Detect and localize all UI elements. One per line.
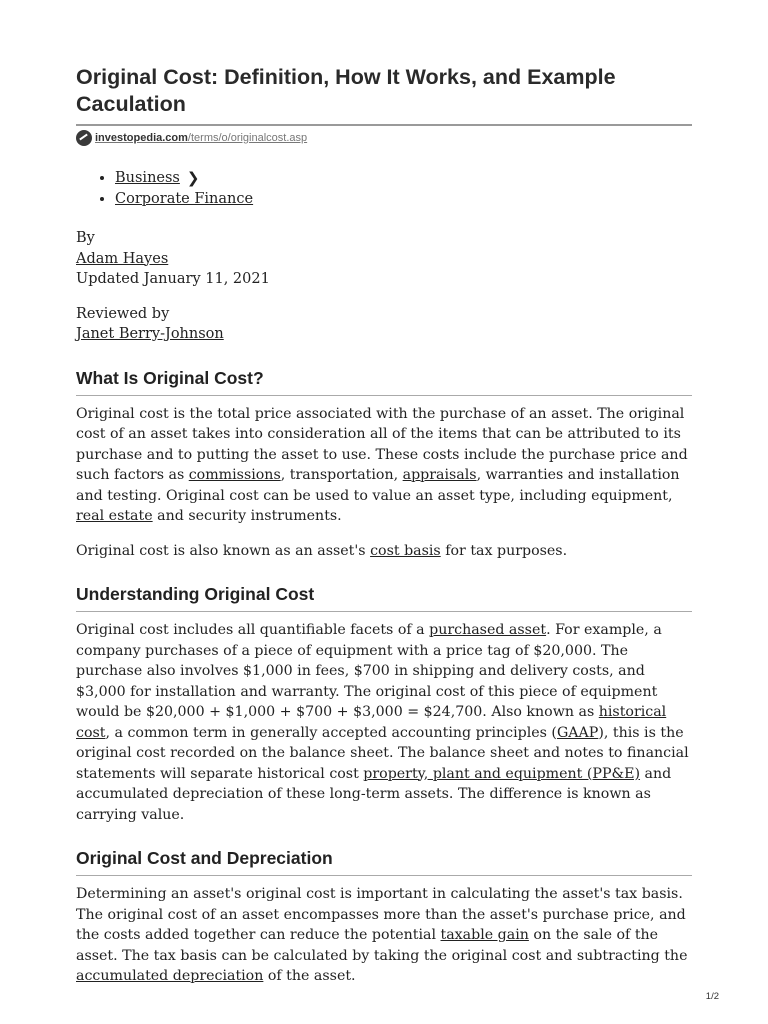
text: , a common term in generally accepted accounting principles (: [105, 724, 557, 741]
text: for tax purposes.: [440, 542, 568, 559]
author-link[interactable]: Adam Hayes: [76, 250, 169, 267]
reviewer-block: [76, 304, 692, 345]
paragraph: [76, 620, 692, 825]
page-title: Original Cost: Definition, How It Works, and Example Caculation: [76, 64, 692, 126]
section-heading-what-is: What Is Original Cost?: [76, 367, 692, 396]
text: Original cost includes all quantifiable facets of a: [76, 622, 430, 638]
reviewed-by-label: Reviewed by: [76, 305, 170, 322]
text: on the sale of the asset. The tax basis can be calculated by taking the original cost and subtracting the: [76, 927, 688, 964]
link-taxable-gain[interactable]: taxable gain: [440, 927, 529, 943]
section-heading-depreciation: Original Cost and Depreciation: [76, 847, 692, 876]
paragraph: [76, 541, 692, 562]
text: Original cost is also known as an asset's: [76, 542, 371, 559]
updated-date: Updated January 11, 2021: [76, 271, 270, 287]
section-heading-understanding: Understanding Original Cost: [76, 583, 692, 612]
source-url: [76, 130, 692, 146]
link-ppe[interactable]: property, plant and equipment (PP&E): [363, 765, 641, 782]
text: . For example, a company purchases of a piece of equipment with a price tag of $20,000. The purchase also involves $1,000 in fees, $700 in shipping and delivery costs, and $3,000 for installation and warranty. The original cost of this piece of equipment would be $20,000 + $1,000 + $700 + $3,000 = $24,700. Also known as: [76, 622, 662, 720]
text: ), this is the original cost recorded on the balance sheet. The balance sheet and notes to financial statements will separate historical cost: [76, 724, 689, 782]
link-real-estate[interactable]: real estate: [76, 508, 153, 524]
text: , warranties and installation and testing. Original cost can be used to value an asset type, including equipment,: [76, 467, 680, 504]
breadcrumb-link-business[interactable]: Business: [115, 170, 180, 186]
reviewer-link[interactable]: Janet Berry-Johnson: [76, 326, 224, 342]
text: , transportation,: [280, 467, 403, 483]
paragraph: [76, 884, 692, 987]
author-block: [76, 228, 692, 290]
text: of the asset.: [263, 968, 356, 984]
text: and security instruments.: [152, 508, 342, 524]
link-cost-basis[interactable]: cost basis: [370, 542, 441, 559]
breadcrumb-item: [115, 168, 692, 189]
article: [76, 64, 692, 987]
breadcrumb-link-corporate-finance[interactable]: Corporate Finance: [115, 190, 254, 207]
paragraph: [76, 404, 692, 527]
text: Original cost is the total price associated with the purchase of an asset. The original cost of an asset takes into consideration all of the items that can be attributed to its purchase and to putting the asset to use. These costs include the purchase price and such factors as: [76, 405, 688, 483]
page-number: 1/2: [705, 991, 719, 1002]
source-link[interactable]: [95, 132, 307, 144]
link-historical-cost[interactable]: historical cost: [76, 704, 667, 741]
link-appraisals[interactable]: appraisals: [402, 467, 477, 483]
chevron-right-icon: ❯: [186, 169, 200, 187]
source-path: /terms/o/originalcost.asp: [187, 132, 308, 144]
link-purchased-asset[interactable]: purchased asset: [429, 622, 547, 638]
breadcrumb: [76, 168, 692, 209]
link-commissions[interactable]: commissions: [188, 467, 281, 483]
text: and accumulated depreciation of these long-term assets. The difference is known as carrying value.: [76, 765, 672, 823]
link-accumulated-depreciation[interactable]: accumulated depreciation: [76, 968, 264, 984]
by-label: By: [76, 230, 95, 246]
link-gaap[interactable]: GAAP: [556, 724, 599, 741]
investopedia-logo-icon: [76, 130, 92, 146]
breadcrumb-item: [115, 189, 692, 210]
text: Determining an asset's original cost is important in calculating the asset's tax basis. The original cost of an asset encompasses more than the asset's purchase price, and the costs added together can reduce the potential: [76, 886, 686, 943]
source-domain: investopedia.com: [95, 132, 188, 144]
